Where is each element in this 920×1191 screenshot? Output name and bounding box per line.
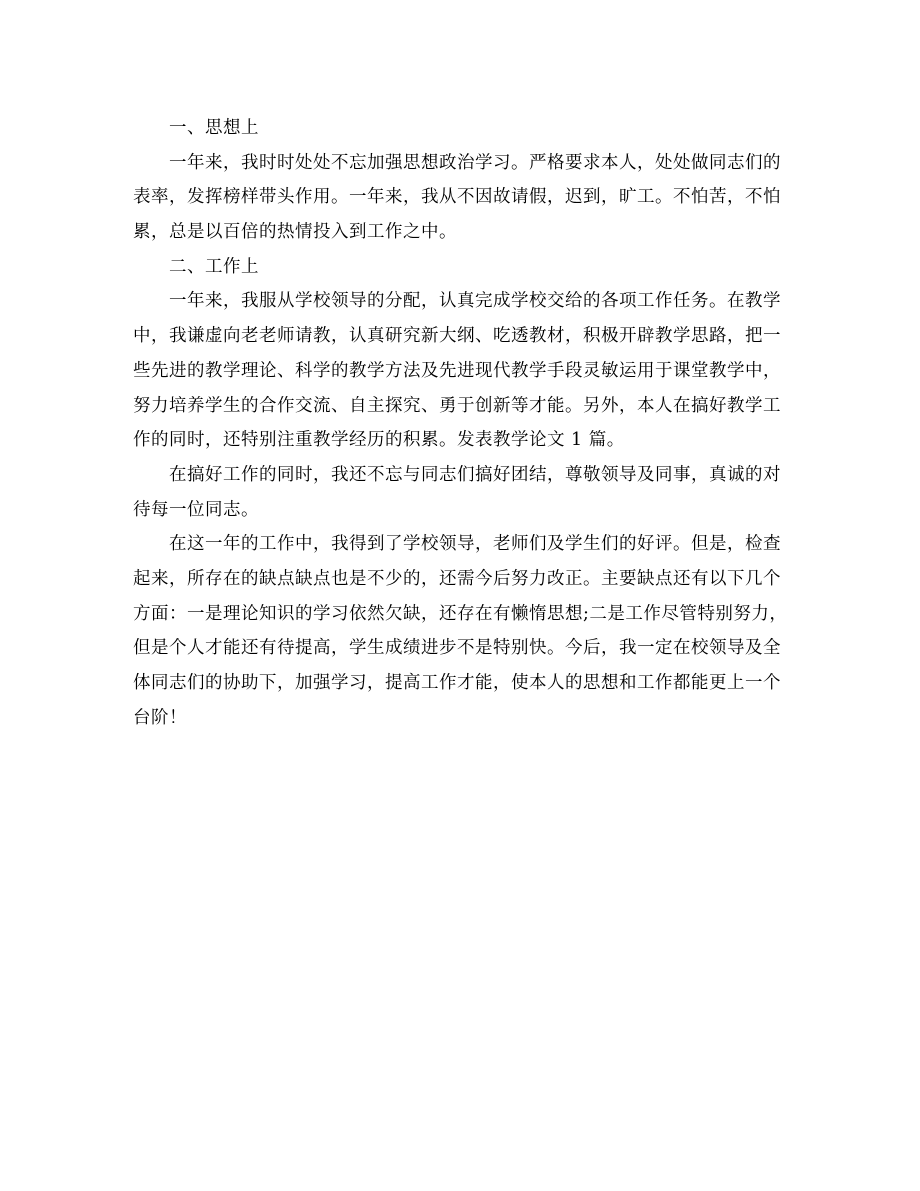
paragraph-line: 台阶！ — [133, 707, 187, 728]
paragraph-line: 待每一位同志。 — [133, 499, 259, 520]
paragraph-line: 在这一年的工作中，我得到了学校领导，老师们及学生们的好评。但是，检查 — [169, 534, 781, 555]
paragraph-line: 表率，发挥榜样带头作用。一年来，我从不因故请假，迟到，旷工。不怕苦，不怕 — [133, 187, 781, 208]
paragraph-line: 起来，所存在的缺点缺点也是不少的，还需今后努力改正。主要缺点还有以下几个 — [133, 568, 781, 589]
paragraph-line: 在搞好工作的同时，我还不忘与同志们搞好团结，尊敬领导及同事，真诚的对 — [169, 464, 781, 485]
paragraph-line: 作的同时，还特别注重教学经历的积累。发表教学论文 1 篇。 — [133, 430, 625, 451]
paragraph-line: 累，总是以百倍的热情投入到工作之中。 — [133, 222, 457, 243]
paragraph-line: 一年来，我时时处处不忘加强思想政治学习。严格要求本人，处处做同志们的 — [169, 152, 781, 173]
paragraph-line: 方面：一是理论知识的学习依然欠缺，还存在有懒惰思想;二是工作尽管特别努力， — [133, 603, 788, 624]
paragraph-line: 但是个人才能还有待提高，学生成绩进步不是特别快。今后，我一定在校领导及全 — [133, 638, 781, 659]
paragraph-line: 体同志们的协助下，加强学习，提高工作才能，使本人的思想和工作都能更上一个 — [133, 673, 781, 693]
paragraph-line: 一年来，我服从学校领导的分配，认真完成学校交给的各项工作任务。在教学 — [169, 291, 781, 312]
section-heading-thought: 一、思想上 — [169, 118, 259, 138]
watermark: zixin.com.cn — [502, 1004, 779, 1045]
paragraph-line: 努力培养学生的合作交流、自主探究、勇于创新等才能。另外，本人在搞好教学工 — [133, 395, 781, 416]
paragraph-line: 些先进的教学理论、科学的教学方法及先进现代教学手段灵敏运用于课堂教学中， — [133, 360, 781, 381]
document-body — [133, 111, 793, 735]
paragraph-line: 中，我谦虚向老老师请教，认真研究新大纲、吃透教材，积极开辟教学思路，把一 — [133, 326, 781, 347]
section-heading-work: 二、工作上 — [169, 256, 259, 277]
